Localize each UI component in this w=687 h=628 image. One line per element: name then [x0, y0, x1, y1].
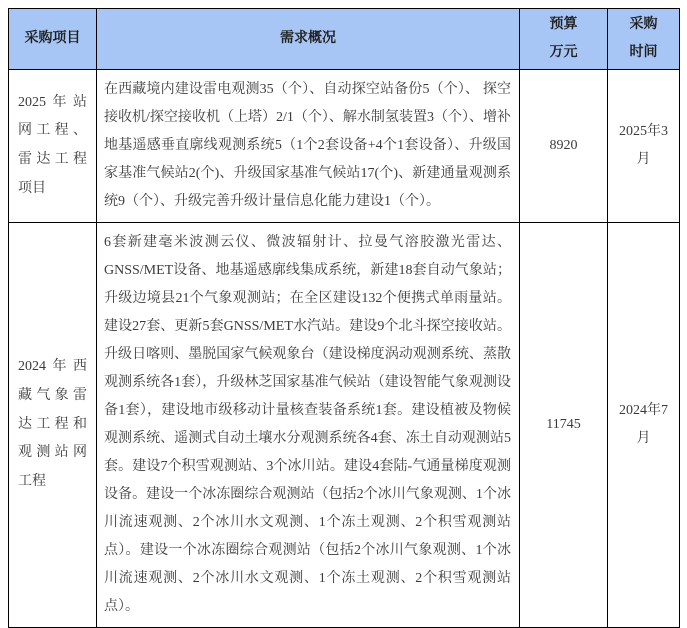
col-header-budget-line1: 预算 — [549, 17, 578, 32]
procurement-table — [8, 8, 680, 628]
col-header-budget — [520, 9, 608, 70]
col-header-overview: 需求概况 — [97, 9, 520, 70]
col-header-time — [608, 9, 680, 70]
demand-overview-cell: 在西藏境内建设雷电观测35（个）、自动探空站备份5（个）、 探空接收机/探空接收机（上塔）2/1（个）、解水制氢装置3（个）、增补地基遥感垂直廓线观测系统5（1个2套设备+4个1套设备）、升级国家基准气候站2(个)、升级国家基准气候站17(个)、新建通量观测系统9（个）、升级完善升级计量信息化能力建设1（个）。 — [97, 70, 520, 223]
purchase-time-cell: 2025年3月 — [608, 70, 680, 223]
budget-cell: 11745 — [520, 223, 608, 628]
budget-cell: 8920 — [520, 70, 608, 223]
col-header-time-line1: 采购 — [629, 17, 658, 32]
col-header-time-line2: 时间 — [629, 45, 658, 60]
project-name-cell: 2025年站网工程、雷达工程项目 — [9, 70, 97, 223]
purchase-time-cell: 2024年7月 — [608, 223, 680, 628]
col-header-budget-line2: 万元 — [549, 45, 578, 60]
project-name-cell: 2024年西藏气象雷达工程和观测站网工程 — [9, 223, 97, 628]
table-row — [9, 223, 680, 628]
col-header-project: 采购项目 — [9, 9, 97, 70]
table-row — [9, 70, 680, 223]
demand-overview-cell: 6套新建毫米波测云仪、微波辐射计、拉曼气溶胶激光雷达、GNSS/MET设备、地基遥感廓线集成系统，新建18套自动气象站；升级边境县21个气象观测站；在全区建设132个便携式单雨量站。建设27套、更新5套GNSS/MET水汽站。建设9个北斗探空接收站。升级日喀则、墨脱国家气候观象台（建设梯度涡动观测系统、蒸散观测系统各1套），升级林芝国家基准气候站（建设智能气象观测设备1套），建设地市级移动计量核查装备系统1套。建设植被及物候观测系统、遥测式自动土壤水分观测系统各4套、冻土自动观测站5套。建设7个积雪观测站、3个冰川站。建设4套陆-气通量梯度观测设备。建设一个冰冻圈综合观测站（包括2个冰川气象观测、1个冰川流速观测、2个冰川水文观测、1个冻土观测、2个积雪观测站点）。建设一个冰冻圈综合观测站（包括2个冰川气象观测、1个冰川流速观测、2个冰川水文观测、1个冻土观测、2个积雪观测站点）。 — [97, 223, 520, 628]
header-row — [9, 9, 680, 70]
